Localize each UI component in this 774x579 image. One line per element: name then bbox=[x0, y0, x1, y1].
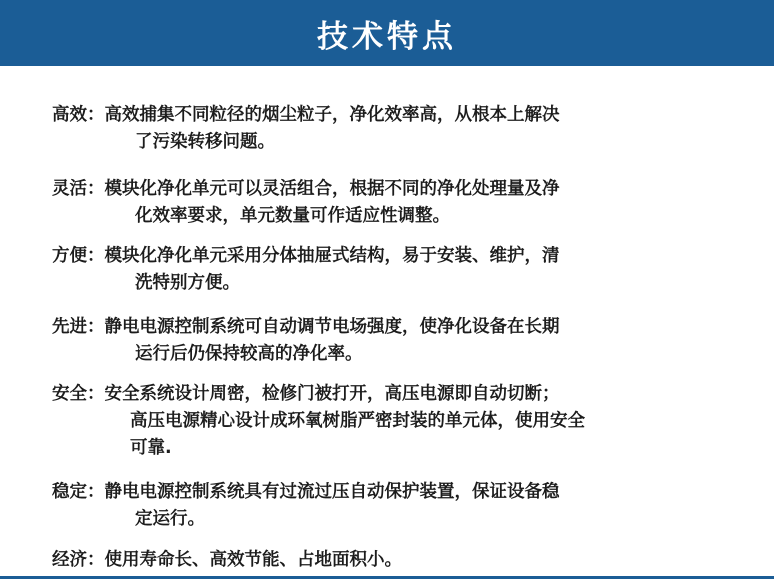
feature-efficient bbox=[52, 102, 732, 156]
feature-text-continued: 了污染转移问题。 bbox=[135, 132, 275, 152]
feature-text-continued: 定运行。 bbox=[135, 509, 205, 529]
feature-label: 方便： bbox=[52, 246, 105, 266]
feature-label: 经济： bbox=[52, 550, 105, 570]
feature-economical bbox=[52, 547, 732, 574]
feature-text: 使用寿命长、高效节能、占地面积小。 bbox=[104, 550, 402, 570]
feature-first-line bbox=[52, 102, 732, 129]
feature-safe bbox=[52, 381, 732, 462]
feature-text-continued: 洗特别方便。 bbox=[135, 273, 240, 293]
feature-label: 稳定： bbox=[52, 482, 105, 502]
feature-label: 先进： bbox=[52, 317, 105, 337]
feature-stable bbox=[52, 479, 732, 533]
feature-text-continued: 化效率要求，单元数量可作适应性调整。 bbox=[135, 206, 450, 226]
feature-text-continued: 运行后仍保持较高的净化率。 bbox=[135, 344, 363, 364]
feature-advanced bbox=[52, 314, 732, 368]
feature-first-line bbox=[52, 176, 732, 203]
feature-text: 静电电源控制系统具有过流过压自动保护装置，保证设备稳 bbox=[104, 482, 560, 502]
feature-first-line bbox=[52, 547, 732, 574]
feature-text: 模块化净化单元采用分体抽屉式结构，易于安装、维护，清 bbox=[104, 246, 560, 266]
feature-first-line bbox=[52, 479, 732, 506]
feature-text-continued: 可靠. bbox=[130, 438, 172, 458]
page-title: 技术特点 bbox=[317, 18, 457, 55]
feature-label: 高效： bbox=[52, 105, 105, 125]
feature-first-line bbox=[52, 243, 732, 270]
feature-text: 模块化净化单元可以灵活组合，根据不同的净化处理量及净 bbox=[104, 179, 560, 199]
feature-flexible bbox=[52, 176, 732, 230]
feature-first-line bbox=[52, 381, 732, 408]
feature-text: 安全系统设计周密，检修门被打开，高压电源即自动切断； bbox=[104, 384, 560, 404]
feature-text-continued: 高压电源精心设计成环氧树脂严密封装的单元体，使用安全 bbox=[130, 411, 585, 431]
header-banner bbox=[0, 0, 774, 66]
feature-text: 高效捕集不同粒径的烟尘粒子，净化效率高，从根本上解决 bbox=[104, 105, 560, 125]
feature-convenient bbox=[52, 243, 732, 297]
feature-text: 静电电源控制系统可自动调节电场强度，使净化设备在长期 bbox=[104, 317, 560, 337]
feature-label: 灵活： bbox=[52, 179, 105, 199]
feature-label: 安全： bbox=[52, 384, 105, 404]
feature-first-line bbox=[52, 314, 732, 341]
